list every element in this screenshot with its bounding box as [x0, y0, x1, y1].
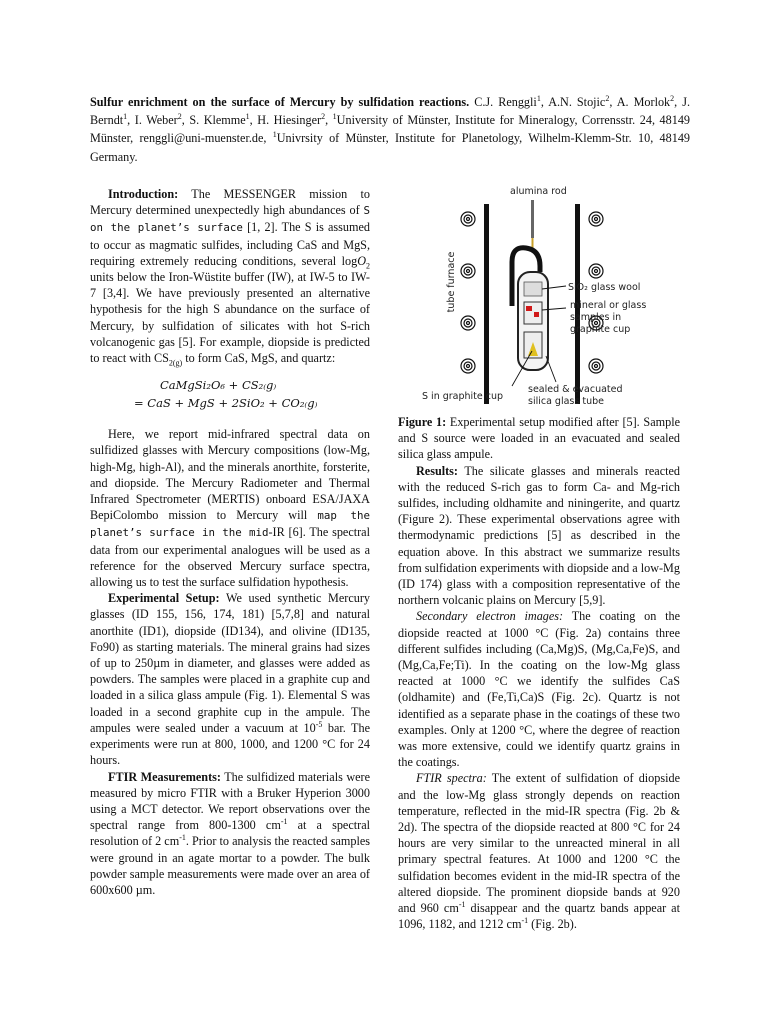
label-glass-wool: SiO₂ glass wool [568, 282, 641, 293]
spectra-heading: FTIR spectra: [416, 771, 487, 786]
right-column [398, 414, 680, 933]
results-paragraph: Results: The silicate glasses and minerals reacted with the reduced S-rich gas to form Ca- and Mg-rich sulfides, including oldhamite and niningerite, and quartz (Figure 2). These experimental observations agree with thermodynamic predictions [5] as described in the equation above. In this abstract we summarize results from sulfidation experiments with diopside and a low-Mg (ID 174) glass with a composition representative of the northern volcanic plains on Mercury [5,9]. [398, 463, 680, 608]
paper-title: Sulfur enrichment on the surface of Mercury by sulfidation reactions. [90, 95, 470, 109]
paper-header [90, 93, 690, 166]
label-samples-2: samples in [570, 312, 622, 323]
ftir-heading: FTIR Measurements: [108, 769, 221, 784]
intro-paragraph: Introduction: The MESSENGER mission to Mercury determined unexpectedly high abundances of S on the planet’s surface [1, 2]. The S is assumed to occur as magmatic sulfides, including CaS and MgS, requiring extremely reducing conditions, several logO$_2$ units below the Iron-Wüstite buffer (IW), at IW-5 to IW-7 [3,4]. We have previously presented an alternative hypothesis for the high S abundance on the surface of Mercury, by sulfidation of silicates with hot S-rich volcanogenic gas [5]. For example, diopside is predicted to react with $CS_{2(g)}$ to form CaS, MgS, and quartz: [90, 187, 370, 368]
label-tube-furnace: tube furnace [446, 251, 457, 313]
equation-line-1: CaMgSi₂O₆ + CS₂₍g₎ [160, 378, 277, 393]
label-samples-3: graphite cup [570, 324, 631, 335]
equation-line-2: = CaS + MgS + 2SiO₂ + CO₂₍g₎ [134, 396, 318, 411]
here-paragraph: Here, we report mid-infrared spectral data on sulfidized glasses with Mercury compositions (low-Mg, high-Mg, high-Al), and the minerals anorthite, forsterite, and diopside. The Mercury Radiometer and Thermal Infrared Spectrometer (MERTIS) onboard ESA/JAXA BepiColombo mission to Mercury will map the planet’s surface in the mid-IR [6]. The spectral data from our experimental analogues will be used as a reference for the observed Mercury surface spectra, allowing us to test the surface sulfidation hypothesis. [90, 427, 370, 590]
sample-grain [526, 306, 532, 311]
sem-paragraph: Secondary electron images: The coating on the diopside reacted at 1000 °C (Fig. 2a) contains three different sulfides including (Ca,Mg)S, (Mg,Ca,Fe)S, and (Mg,Ca,Fe;Ti). In the coating on the low-Mg glass reacted at 1000 °C we identify the sulfides CaS (oldhamite) and (Fe,Ti,Ca)S (Fig. 2c). Quartz is not identified as a separate phase in the coatings of these two examples. Only at 1200 °C, where the degree of reaction was more extensive, could we identify quartz grains in the coatings. [398, 609, 680, 770]
author-list: C.J. Renggli$^1$, A.N. Stojic$^2$, A. Morlok$^2$, J. Berndt$^1$, I. Weber$^2$, S. Klemme$^1$, H. Hiesinger$^2$, $^1$ [90, 93, 691, 128]
furnace-wall-left [484, 204, 489, 404]
spectra-paragraph: FTIR spectra: The extent of sulfidation of diopside and the low-Mg glass strongly depends on reaction temperature, reflected in the mid-IR spectra (Fig. 2b & 2d). The spectra of the diopside reacted at 800 °C for 24 hours are very similar to the unreacted mineral in all primary spectral features. At 1000 and 1200 °C the sulfidation becomes evident in the mid-IR spectra of the altered diopside. The prominent diopside bands at 920 and 960 $cm^{-1}$ disappear and the quartz bands appear at 1096, 1182, and 1212 $cm^{-1}$ (Fig. 2b). [398, 771, 680, 932]
sample-cup [524, 302, 542, 324]
figure-1-setup-diagram [422, 186, 662, 410]
setup-paragraph: Experimental Setup: We used synthetic Mercury glasses (ID 155, 156, 174, 181) [5,7,8] and natural anorthite (ID1), diopside (ID134), and olivine (ID135, Fo90) as starting materials. The mineral grains had sizes of up to 250µm in diameter, and glasses were added as powders. The samples were placed in a graphite cup and loaded in a silica glass ampule (Fig. 1). Elemental S was loaded in a second graphite cup in the ampule. The ampules were sealed under a vacuum at $10^{-5}$ bar. The experiments were run at 800, 1000, and 1200 °C for 24 hours. [90, 591, 370, 768]
affiliations: University of Münster, Institute for Mineralogy, Corrensstr. 24, 48149 Münster, renggli@uni-muenster.de, $^1$Univrsity of Münster, Institute for Planetology, Wilhelm-Klemm-Str. 10, 48149 Germany. [90, 113, 691, 164]
label-alumina-rod: alumina rod [510, 186, 567, 197]
sample-grain [534, 312, 539, 317]
caption-label: Figure 1: [398, 415, 447, 429]
sem-heading: Secondary electron images: [416, 609, 564, 624]
left-column [90, 186, 370, 898]
figure-1-caption: Figure 1: Experimental setup modified after [5]. Sample and S source were loaded in an evacuated and sealed silica glass ampule. [398, 415, 680, 462]
glass-wool [524, 282, 542, 296]
reaction-equation [134, 376, 370, 412]
results-heading: Results: [416, 463, 458, 478]
alumina-rod [531, 200, 534, 238]
intro-heading: Introduction: [108, 187, 179, 201]
label-tube-2: silica glass tube [528, 396, 604, 407]
label-s-cup: S in graphite cup [422, 391, 504, 402]
setup-heading: Experimental Setup: [108, 591, 220, 606]
label-samples-1: mineral or glass [570, 300, 647, 311]
label-tube-1: sealed & evacuated [528, 384, 623, 395]
ftir-paragraph: FTIR Measurements: The sulfidized materials were measured by micro FTIR with a Bruker Hyperion 3000 using a MCT detector. We report observations over the spectral range from 800-1300 $cm^{-1}$ at a spectral resolution of 2 $cm^{-1}$. Prior to analysis the reacted samples were ground in an agate mortar to a powder. The bulk powder sample measurements were made over an area of 600x600 µm. [90, 769, 370, 897]
